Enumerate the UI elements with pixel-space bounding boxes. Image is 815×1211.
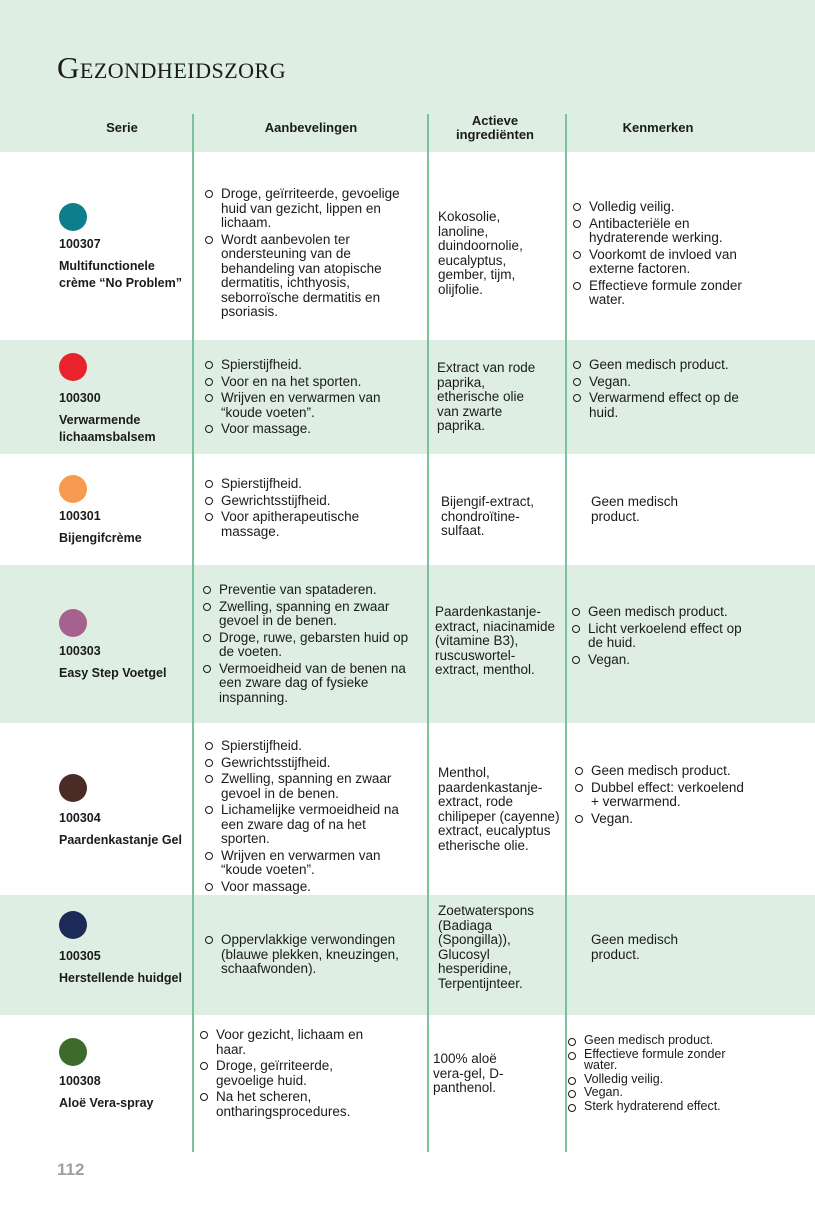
feature-item: Effectieve formule zonder water. xyxy=(572,279,762,308)
product-name: Paardenkastanje Gel xyxy=(59,833,182,847)
product-code: 100305 xyxy=(59,949,101,963)
column-divider xyxy=(427,114,429,1152)
product-color-dot xyxy=(59,774,87,802)
recommendation-item: Wrijven en verwarmen van “koude voeten”. xyxy=(204,849,416,878)
recommendation-item: Wordt aanbevolen ter ondersteuning van de behandeling van atopische dermatitis, ichthyosis, seborroïsche dermatitis en psoriasis. xyxy=(204,233,414,320)
features-cell xyxy=(574,764,744,828)
feature-item: Geen medisch product. xyxy=(571,605,751,620)
features-cell: Geen medisch product. xyxy=(591,932,679,962)
feature-item: Voorkomt de invloed van externe factoren. xyxy=(572,248,762,277)
column-header-aanbevelingen: Aanbevelingen xyxy=(264,120,358,135)
product-color-dot xyxy=(59,911,87,939)
feature-item: Volledig veilig. xyxy=(572,200,762,215)
product-name: Herstellende huidgel xyxy=(59,971,182,985)
recommendation-item: Voor en na het sporten. xyxy=(204,375,414,390)
product-serie xyxy=(59,948,184,987)
column-header-kenmerken: Kenmerken xyxy=(622,120,694,135)
recommendation-item: Voor massage. xyxy=(204,422,414,437)
product-color-dot xyxy=(59,609,87,637)
product-code: 100308 xyxy=(59,1074,101,1088)
feature-item: Geen medisch product. xyxy=(572,358,762,373)
ingredients-cell: 100% aloë vera-gel, D-panthenol. xyxy=(433,1051,504,1095)
product-serie xyxy=(59,390,184,446)
features-cell xyxy=(567,1035,757,1114)
column-divider xyxy=(192,114,194,1152)
feature-item: Dubbel effect: verkoelend + verwarmend. xyxy=(574,781,744,810)
feature-item: Vegan. xyxy=(572,375,762,390)
feature-item: Licht verkoelend effect op de huid. xyxy=(571,622,751,651)
recommendations-cell xyxy=(204,477,404,541)
product-color-dot xyxy=(59,353,87,381)
column-divider xyxy=(565,114,567,1152)
feature-item: Vegan. xyxy=(574,812,744,827)
product-name: Easy Step Voetgel xyxy=(59,666,167,680)
recommendation-item: Spierstijfheid. xyxy=(204,477,404,492)
product-name: Bijengifcrème xyxy=(59,531,142,545)
feature-item: Effectieve formule zonder water. xyxy=(567,1049,757,1072)
product-name: Multifunctionele crème “No Problem” xyxy=(59,259,182,290)
ingredients-cell: Kokosolie, lanoline, duindoornolie, eucalyptus, gember, tijm, olijfolie. xyxy=(438,209,523,297)
recommendation-item: Droge, geïrriteerde, gevoelige huid van gezicht, lippen en lichaam. xyxy=(204,187,414,231)
recommendation-item: Droge, ruwe, gebarsten huid op de voeten. xyxy=(202,631,414,660)
feature-item: Volledig veilig. xyxy=(567,1074,757,1086)
features-cell xyxy=(572,200,762,310)
feature-item: Geen medisch product. xyxy=(567,1035,757,1047)
feature-item: Verwarmend effect op de huid. xyxy=(572,391,762,420)
feature-item: Vegan. xyxy=(567,1087,757,1099)
recommendations-cell xyxy=(204,739,416,896)
product-color-dot xyxy=(59,475,87,503)
feature-item: Antibacteriële en hydraterende werking. xyxy=(572,217,762,246)
product-serie xyxy=(59,236,184,292)
product-serie xyxy=(59,643,184,682)
ingredients-cell: Menthol, paardenkastanje-extract, rode chilipeper (cayenne) extract, eucalyptus etherische olie. xyxy=(438,765,560,853)
recommendation-item: Vermoeidheid van de benen na een zware dag of fysieke inspanning. xyxy=(202,662,414,706)
recommendations-cell xyxy=(204,187,414,322)
recommendation-item: Voor massage. xyxy=(204,880,416,895)
page-number: 112 xyxy=(57,1160,85,1179)
product-color-dot xyxy=(59,1038,87,1066)
column-header-ingredienten: Actieve ingrediënten xyxy=(455,113,534,142)
product-serie xyxy=(59,508,184,547)
recommendation-item: Na het scheren, ontharingsprocedures. xyxy=(199,1090,389,1119)
page-title: Gezondheidszorg xyxy=(57,50,287,85)
product-name: Verwarmende lichaamsbalsem xyxy=(59,413,156,444)
recommendations-cell xyxy=(204,358,414,439)
product-color-dot xyxy=(59,203,87,231)
product-name: Aloë Vera-spray xyxy=(59,1096,154,1110)
recommendation-item: Lichamelijke vermoeidheid na een zware dag of na het sporten. xyxy=(204,803,416,847)
ingredients-cell: Paardenkastanje-extract, niacinamide (vitamine B3), ruscuswortel-extract, menthol. xyxy=(435,604,556,677)
ingredients-cell: Bijengif-extract, chondroïtine-sulfaat. xyxy=(441,494,535,538)
feature-item: Geen medisch product. xyxy=(574,764,744,779)
product-code: 100304 xyxy=(59,811,101,825)
product-code: 100307 xyxy=(59,237,101,251)
recommendations-cell xyxy=(202,583,414,707)
product-code: 100300 xyxy=(59,391,101,405)
features-cell xyxy=(572,358,762,422)
ingredients-cell: Extract van rode paprika, etherische olie van zwarte paprika. xyxy=(437,360,536,433)
recommendation-item: Zwelling, spanning en zwaar gevoel in de benen. xyxy=(204,772,416,801)
column-header-serie: Serie xyxy=(106,120,138,135)
recommendation-item: Voor gezicht, lichaam en haar. xyxy=(199,1028,389,1057)
recommendation-item: Zwelling, spanning en zwaar gevoel in de benen. xyxy=(202,600,414,629)
recommendation-item: Wrijven en verwarmen van “koude voeten”. xyxy=(204,391,414,420)
recommendation-item: Spierstijfheid. xyxy=(204,358,414,373)
recommendation-item: Voor apitherapeutische massage. xyxy=(204,510,404,539)
features-cell xyxy=(571,605,751,669)
product-code: 100301 xyxy=(59,509,101,523)
product-serie xyxy=(59,1073,184,1112)
recommendation-item: Oppervlakkige verwondingen (blauwe plekken, kneuzingen, schaafwonden). xyxy=(204,933,404,977)
recommendation-item: Preventie van spataderen. xyxy=(202,583,414,598)
ingredients-cell: Zoetwaterspons (Badiaga (Spongilla)), Glucosyl hesperidine, Terpentijnteer. xyxy=(438,903,535,991)
recommendation-item: Gewrichtsstijfheid. xyxy=(204,494,404,509)
feature-item: Vegan. xyxy=(571,653,751,668)
recommendation-item: Gewrichtsstijfheid. xyxy=(204,756,416,771)
recommendations-cell xyxy=(204,933,404,979)
recommendation-item: Droge, geïrriteerde, gevoelige huid. xyxy=(199,1059,389,1088)
product-code: 100303 xyxy=(59,644,101,658)
recommendations-cell xyxy=(199,1028,389,1121)
features-cell: Geen medisch product. xyxy=(591,494,679,524)
feature-item: Sterk hydraterend effect. xyxy=(567,1101,757,1113)
recommendation-item: Spierstijfheid. xyxy=(204,739,416,754)
product-serie xyxy=(59,810,184,849)
